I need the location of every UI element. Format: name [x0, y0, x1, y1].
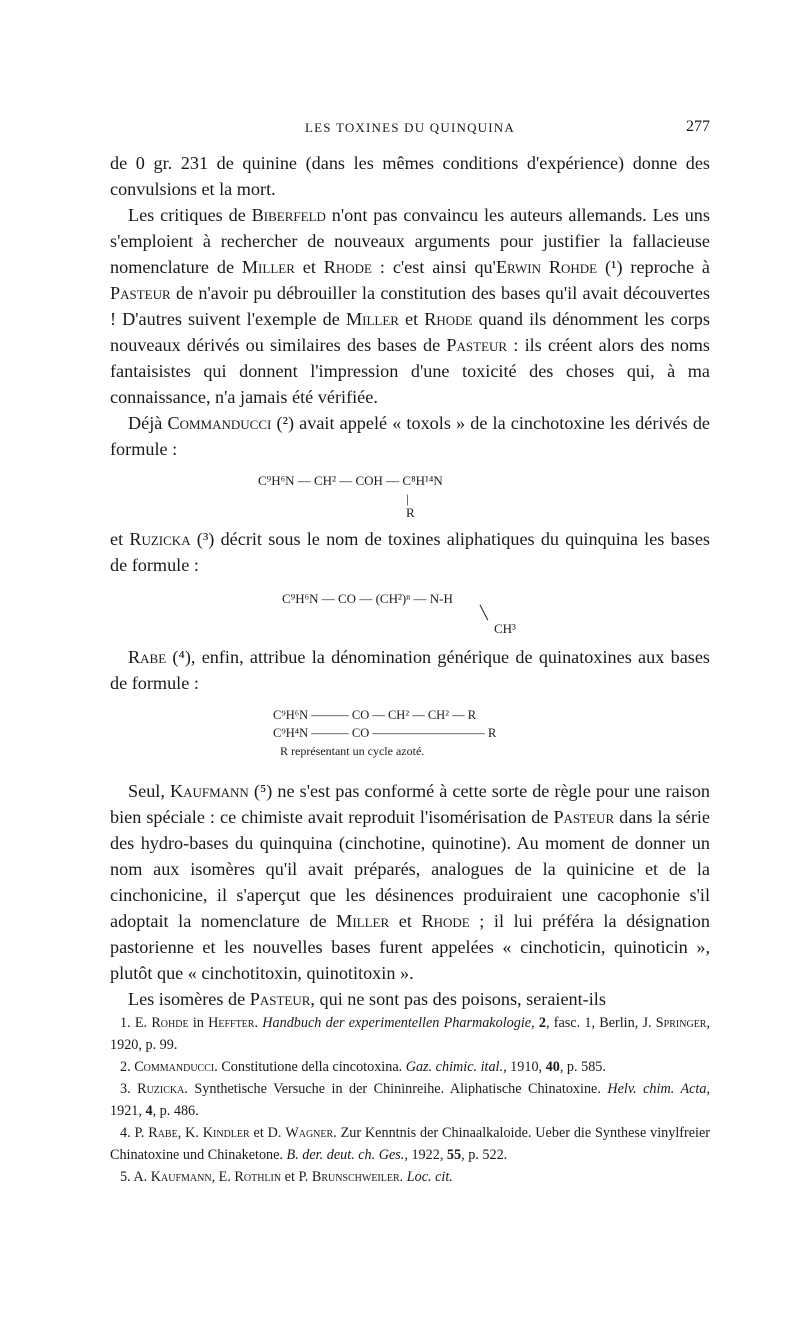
text: (²) avait appelé « toxols » de la cinchotoxine les dérivés de formule :	[110, 413, 710, 459]
text: 4. P.	[120, 1125, 149, 1141]
author-name: Kindler	[202, 1125, 250, 1141]
text: , E.	[211, 1169, 235, 1185]
formula-substituent: CH³	[494, 621, 516, 636]
text: , 1920, p. 99.	[110, 1015, 711, 1053]
text: Déjà	[128, 413, 168, 433]
text: , p. 486.	[152, 1103, 199, 1119]
journal-title: Gaz. chimic. ital.	[405, 1059, 504, 1075]
footnote-5	[110, 1166, 710, 1188]
text: : c'est ainsi qu'	[372, 257, 496, 277]
text: et	[110, 529, 130, 549]
journal-title: Helv. chim. Acta	[607, 1081, 707, 1097]
author-name: Rabe	[128, 647, 167, 667]
author-name: Miller	[241, 257, 295, 277]
body-text	[110, 150, 710, 1012]
text: quand ils dénomment les corps nouveaux dérivés ou similaires des bases de	[110, 309, 710, 355]
author-name: Biberfeld	[251, 205, 326, 225]
text: 1. E.	[120, 1015, 152, 1031]
formula-aliphatic-toxines	[110, 578, 710, 644]
formula-line: C⁹H⁶N — CO — (CH²)ⁿ — N-H	[282, 591, 453, 606]
formula-toxols	[110, 462, 710, 526]
text: , p. 522.	[461, 1147, 508, 1163]
author-name: Miller	[336, 911, 390, 931]
text: et D.	[249, 1125, 286, 1141]
text: , 1922,	[404, 1147, 447, 1163]
author-name: Rothlin	[234, 1169, 282, 1185]
text: , qui ne sont pas des poisons, seraient-ils	[310, 989, 606, 1009]
paragraph-4	[110, 526, 710, 578]
volume: 40	[545, 1059, 560, 1075]
formula-line: C⁹H⁴N ——— CO ————————— R	[273, 726, 497, 740]
paragraph-1	[110, 150, 710, 202]
paragraph-6	[110, 778, 710, 986]
running-head: LES TOXINES DU QUINQUINA	[305, 120, 515, 135]
author-name: Erwin Rohde	[495, 257, 598, 277]
author-name: Pasteur	[249, 989, 311, 1009]
author-name: Brunschweiler	[311, 1169, 400, 1185]
footnote-2	[110, 1056, 710, 1078]
formula-bond: |	[406, 491, 409, 506]
author-name: Rhode	[421, 911, 470, 931]
page-number: 277	[686, 118, 710, 135]
author-name: Rhode	[323, 257, 373, 277]
work-title: Handbuch der experimentellen Pharmakologie	[262, 1015, 532, 1031]
text: n'ont pas convaincu les auteurs allemands. Les uns s'emploient à rechercher de nouveaux arguments pour justifier la fallacieuse nomenclature de	[110, 205, 710, 277]
journal-title: B. der. deut. ch. Ges.	[286, 1147, 405, 1163]
author-name: Rhode	[424, 309, 473, 329]
publisher-name: Springer	[655, 1015, 707, 1031]
author-name: Kaufmann	[169, 781, 249, 801]
volume: 4	[145, 1103, 153, 1119]
author-name: Rabe	[148, 1125, 178, 1141]
text: : ils créent alors des noms fantaisistes qui donnent l'impression d'une toxicité des choses qui, à ma connaissance, n'a jamais été vérifiée.	[110, 335, 711, 407]
footnotes	[110, 1012, 710, 1188]
text: (³) décrit sous le nom de toxines aliphatiques du quinquina les bases de formule :	[110, 529, 710, 575]
volume: 2	[538, 1015, 546, 1031]
formula-quinatoxines	[110, 696, 710, 778]
footnote-3	[110, 1078, 710, 1122]
text: ; il lui préféra la désignation pastorienne et les nouvelles bases furent appelées « cinchoticin, quinoticin », plutôt que « cinchotitoxin, quinotitoxin ».	[110, 911, 710, 983]
text: , 1910,	[503, 1059, 546, 1075]
paragraph-3	[110, 410, 710, 462]
text: dans la série des hydro-bases du quinquina (cinchotine, quinotine). Au moment de donner un nom aux isomères qu'il avait préparés, analogues de la quinicine et de la cinchonicine, il s'aperçut que les désinences produiraient une cacophonie s'il adoptait la nomenclature de	[110, 807, 710, 931]
author-name: Commanducci	[167, 413, 272, 433]
paragraph-5	[110, 644, 710, 696]
text: 5. A.	[120, 1169, 151, 1185]
text: 2.	[120, 1059, 135, 1075]
author-name: Ruzicka	[129, 529, 191, 549]
page-header	[110, 118, 710, 142]
text: Les isomères de	[128, 989, 250, 1009]
text: et P.	[281, 1169, 312, 1185]
citation-abbrev: Loc. cit.	[406, 1169, 453, 1185]
author-name: Pasteur	[110, 283, 171, 303]
formula-line: C⁹H⁶N ——— CO — CH² — CH² — R	[273, 708, 477, 722]
author-name: Ruzicka	[137, 1081, 185, 1097]
text: , p. 585.	[559, 1059, 606, 1075]
author-name: Miller	[345, 309, 399, 329]
text: ,	[531, 1015, 539, 1031]
paragraph-7	[110, 986, 710, 1012]
author-name: Pasteur	[553, 807, 615, 827]
text: , 1921,	[110, 1081, 710, 1119]
text: .	[399, 1169, 407, 1185]
author-name: Heffter	[208, 1015, 255, 1031]
text: , fasc. 1, Berlin, J.	[545, 1015, 656, 1031]
formula-bond: ╲	[480, 605, 488, 620]
footnote-1: 1. E. Rohde in Heffter. Handbuch der experimentellen Pharmakologie, 2, fasc. 1, Berlin, J. Springer, 1920, p. 99.	[110, 1015, 711, 1053]
text: Seul,	[128, 781, 170, 801]
text: . Synthetische Versuche in der Chininreihe. Aliphatische Chinatoxine.	[184, 1081, 608, 1097]
formula-caption: R représentant un cycle azoté.	[280, 744, 425, 758]
text: . Constitutione della cincotoxina.	[214, 1059, 406, 1075]
text: (⁵) ne s'est pas conformé à cette sorte de règle pour une raison bien spéciale : ce chimiste avait reproduit l'isomérisation de	[110, 781, 711, 827]
text: et	[389, 911, 422, 931]
text: et	[398, 309, 425, 329]
author-name: Kaufmann	[150, 1169, 212, 1185]
volume: 55	[446, 1147, 462, 1163]
author-name: Wagner	[285, 1125, 334, 1141]
text: (¹) reproche à	[597, 257, 710, 277]
text: et	[294, 257, 324, 277]
formula-line: C⁹H⁶N — CH² — COH — C⁸H¹⁴N	[258, 473, 443, 488]
text: (⁴), enfin, attribue la dénomination générique de quinatoxines aux bases de formule :	[110, 647, 710, 693]
text: de 0 gr. 231 de quinine (dans les mêmes conditions d'expérience) donne des convulsions et la mort.	[110, 153, 710, 199]
footnote-4	[110, 1122, 710, 1166]
author-name: Pasteur	[446, 335, 508, 355]
text: in	[188, 1015, 209, 1031]
author-name: Rohde	[151, 1015, 189, 1031]
paragraph-2	[110, 202, 710, 410]
formula-substituent: R	[406, 505, 415, 520]
text: 3.	[120, 1081, 138, 1097]
author-name: Commanducci	[134, 1059, 215, 1075]
text: . Zur Kenntnis der Chinaalkaloide. Ueber die Synthese vinylfreier Chinatoxine und Chinaketone.	[110, 1125, 710, 1163]
text: Les critiques de	[128, 205, 252, 225]
text: de n'avoir pu débrouiller la constitution des bases qu'il avait découvertes ! D'autres suivent l'exemple de	[110, 283, 710, 329]
text: , K.	[177, 1125, 203, 1141]
